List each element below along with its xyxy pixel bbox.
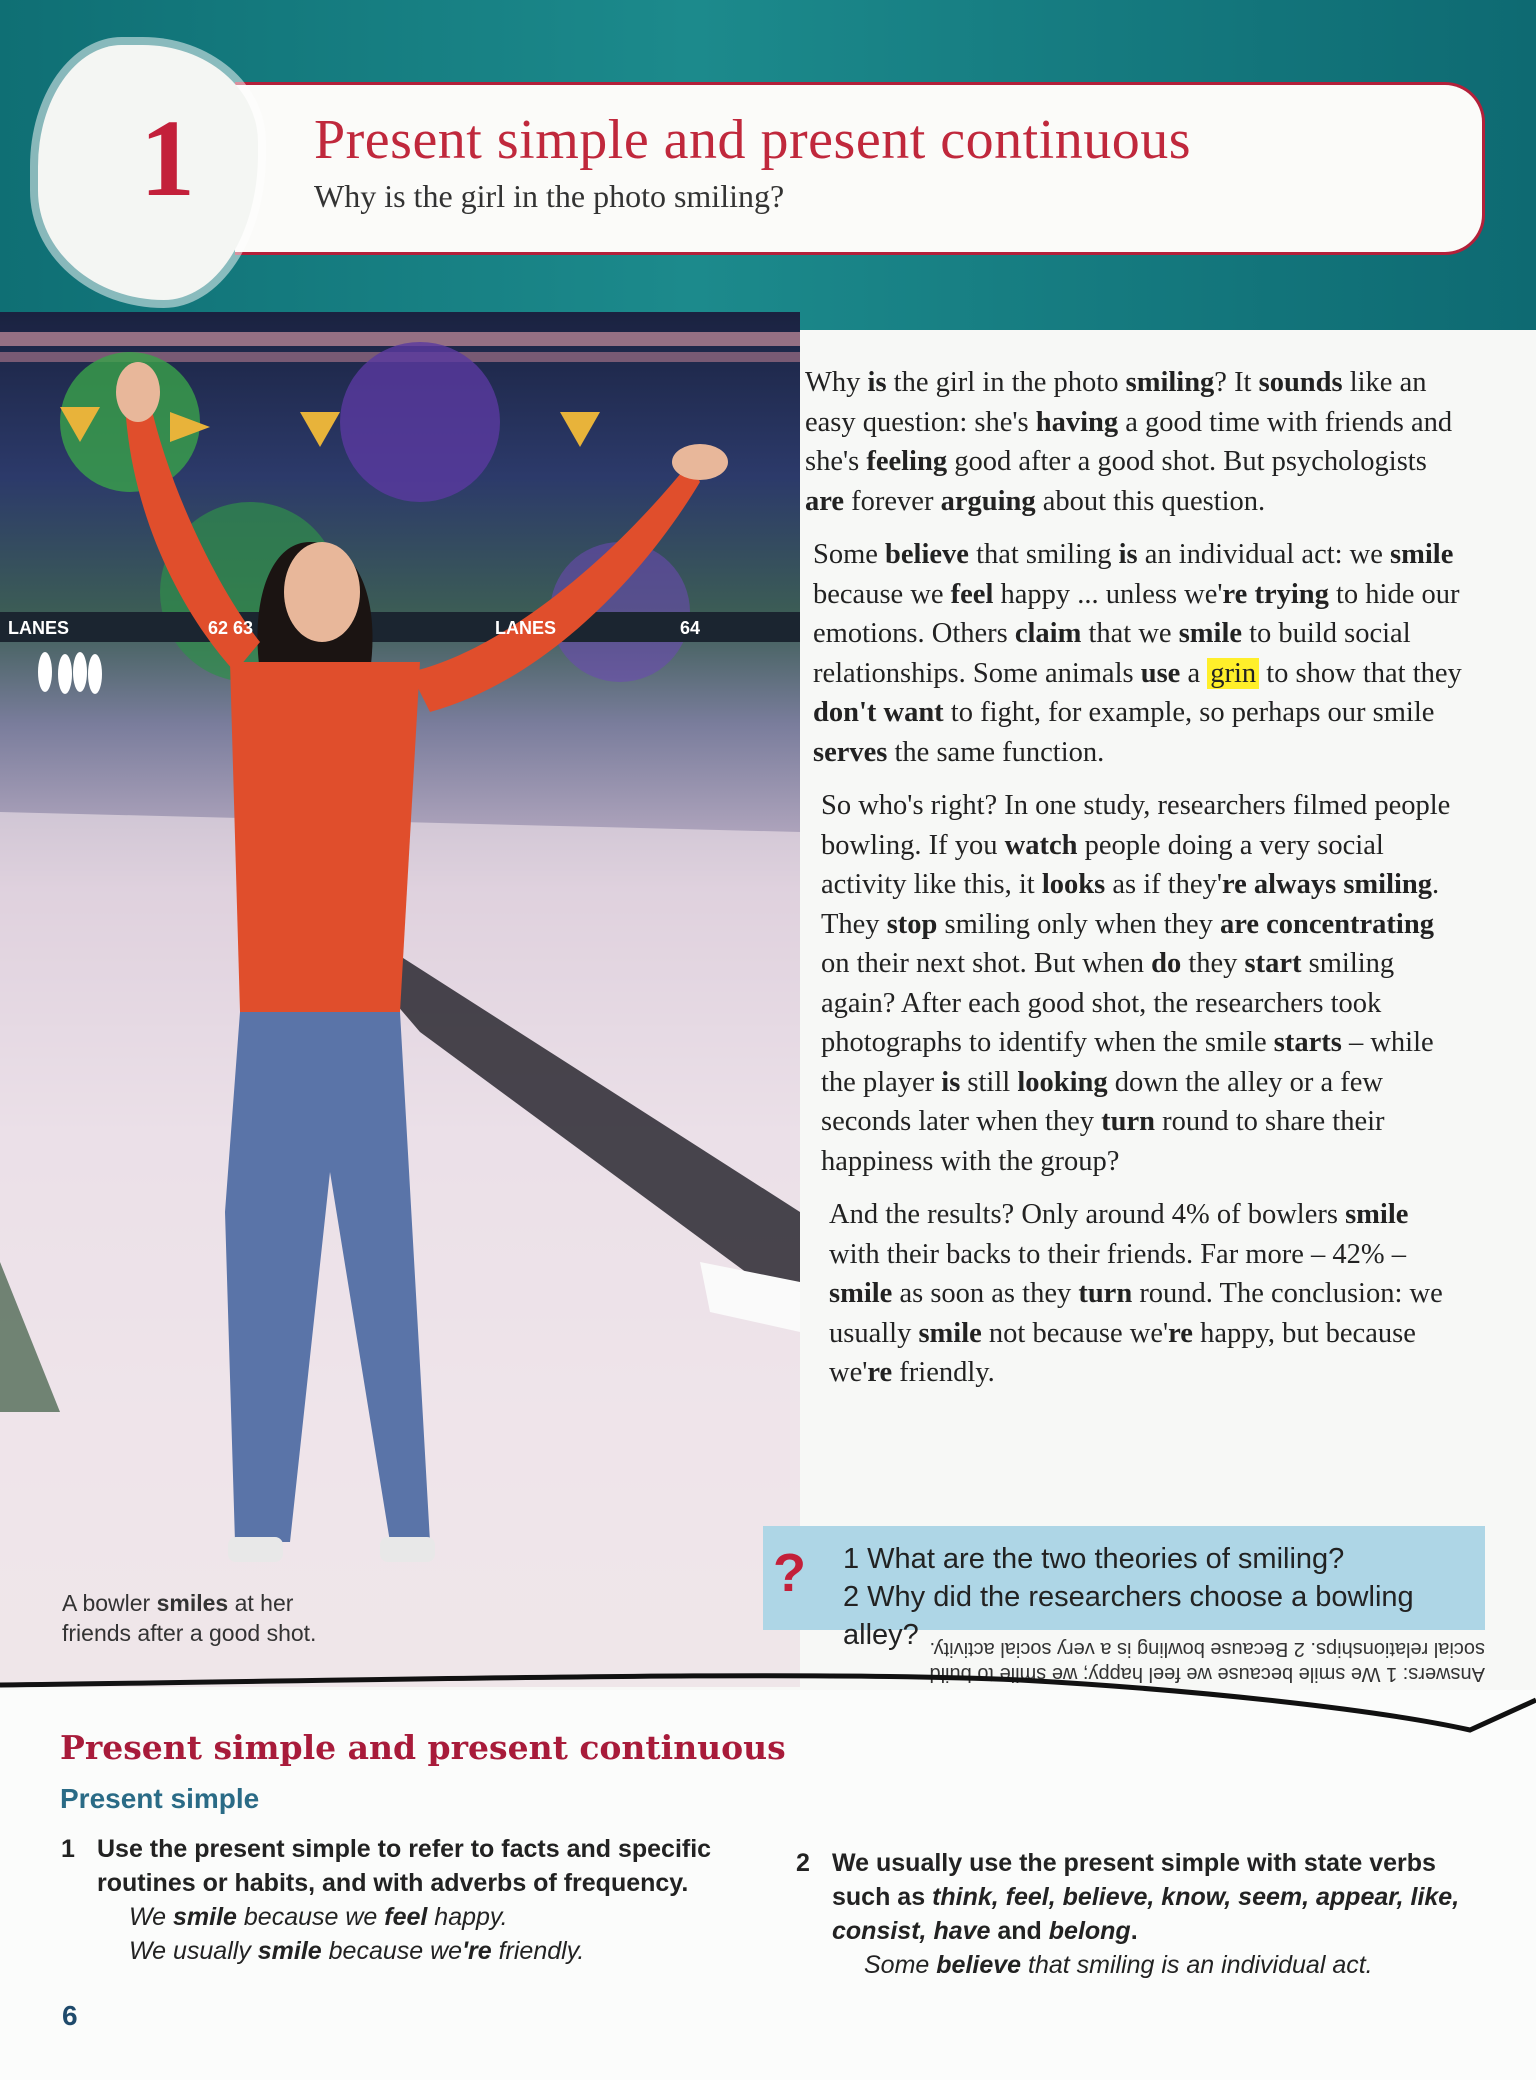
text-segment: smiling only when they xyxy=(937,908,1220,940)
article-paragraph xyxy=(805,363,1465,521)
text-segment: – while the player xyxy=(821,1027,1434,1098)
bowling-pins xyxy=(38,652,102,694)
text-segment: friendly. xyxy=(892,1357,995,1388)
text-segment: forever xyxy=(844,485,941,517)
bold-word: is xyxy=(941,1066,961,1098)
text-segment: Some xyxy=(864,1951,937,1979)
text-segment: an individual act: we xyxy=(1137,539,1391,570)
text-segment: the same function. xyxy=(887,736,1105,768)
bold-word: use xyxy=(1140,657,1181,689)
text-segment: happy, but because we' xyxy=(829,1317,1416,1388)
lane-number-sign-2: 64 xyxy=(680,618,701,638)
text-segment: they xyxy=(1181,948,1245,979)
bold-word: smile xyxy=(829,1278,893,1309)
text-segment: happy. xyxy=(427,1903,508,1931)
text-segment: a good time with friends and she's xyxy=(805,406,1453,477)
text-segment: We xyxy=(129,1903,173,1931)
text-segment: We usually xyxy=(129,1937,258,1965)
text-segment: to show that they xyxy=(1259,657,1462,689)
bold-word: start xyxy=(1244,948,1302,979)
bold-word: turn xyxy=(1101,1106,1156,1137)
bold-word: sounds xyxy=(1258,367,1343,398)
bold-word: smile xyxy=(1345,1199,1409,1230)
bowling-photo xyxy=(0,312,800,1687)
text-segment: that smiling xyxy=(968,539,1119,570)
bold-word: 're xyxy=(462,1937,492,1965)
bold-word: smile xyxy=(918,1317,982,1349)
text-segment: have xyxy=(933,1917,991,1945)
text-segment: and xyxy=(990,1917,1049,1945)
article-text xyxy=(805,363,1465,1407)
grammar-subtitle: Present simple xyxy=(60,1783,260,1814)
bold-word: watch xyxy=(1004,829,1078,861)
text-segment: to hide our emotions. Others xyxy=(813,578,1460,649)
text-segment: round. The conclusion: we usually xyxy=(829,1278,1443,1349)
article-paragraph xyxy=(805,535,1465,772)
text-segment: because we xyxy=(236,1903,385,1931)
bold-word: smile xyxy=(173,1903,237,1931)
text-segment: to fight, for example, so perhaps our smile xyxy=(943,697,1435,728)
text-segment: good after a good shot. But psychologists xyxy=(947,446,1427,477)
text-segment: people doing a very social activity like this, it xyxy=(821,829,1384,900)
photo-caption xyxy=(62,1588,362,1648)
text-segment: to build social relationships. Some animals xyxy=(813,618,1411,689)
text-segment: with their backs to their friends. Far more – 42% – xyxy=(829,1238,1406,1270)
text-segment: at her friends after a good shot. xyxy=(62,1590,317,1646)
bold-word: looking xyxy=(1017,1066,1108,1098)
text-segment: Why xyxy=(805,367,868,398)
bold-word: re always smiling xyxy=(1221,869,1433,900)
question-mark-icon: ? xyxy=(773,1543,806,1603)
rule-text: Use the present simple to refer to facts and specific routines or habits, and with adverbs of frequency. xyxy=(97,1835,712,1897)
article-paragraph xyxy=(805,786,1465,1181)
text-segment: down the alley or a few seconds later when they xyxy=(821,1066,1384,1137)
question-1: 1 What are the two theories of smiling? xyxy=(843,1543,1345,1575)
text-segment: as if they' xyxy=(1105,869,1222,900)
text-segment: about this question. xyxy=(1035,485,1266,517)
text-segment: round to share their happiness with the group? xyxy=(821,1106,1385,1177)
example-sentence xyxy=(832,1948,1492,1982)
bold-word: smiling xyxy=(1125,367,1215,398)
bold-word: do xyxy=(1151,948,1182,979)
bold-word: don't want xyxy=(813,697,944,728)
unit-number: 1 xyxy=(140,97,195,219)
example-sentence xyxy=(97,1934,717,1968)
lanes-sign-2: LANES xyxy=(495,618,557,638)
upside-down-answers: Answers: 1 We smile because we feel happy; we smile to build social relationships. 2 Because bowling is a very social activity. xyxy=(929,1638,1485,1685)
text-segment: like an easy question: she's xyxy=(805,367,1427,438)
bold-word: believe xyxy=(885,539,969,570)
text-segment: . They xyxy=(821,869,1440,940)
bold-word: stop xyxy=(886,908,938,940)
unit-title: Present simple and present continuous xyxy=(314,109,1192,171)
bold-word: feel xyxy=(950,578,994,610)
text-segment: belong xyxy=(1048,1917,1131,1945)
text-segment: on their next shot. But when xyxy=(821,948,1152,979)
example-sentence xyxy=(97,1900,717,1934)
text-segment: think, feel, believe, know, seem, appear, like, consist, xyxy=(832,1883,1460,1945)
bold-word: re xyxy=(1168,1317,1193,1349)
bold-word: is xyxy=(867,367,887,398)
bold-word: smiles xyxy=(156,1590,229,1616)
article-paragraph xyxy=(805,1195,1465,1393)
text-segment: the girl in the photo xyxy=(886,367,1126,398)
text-segment: that smiling is an individual act. xyxy=(1021,1951,1373,1979)
bold-word: feeling xyxy=(866,446,948,477)
question-2: 2 Why did the researchers choose a bowling alley? xyxy=(843,1581,1414,1651)
lanes-sign: LANES xyxy=(8,618,70,638)
text-segment: ? It xyxy=(1214,367,1259,398)
text-segment: Some xyxy=(813,539,886,570)
comprehension-questions xyxy=(763,1526,1485,1651)
text-segment: that we xyxy=(1081,618,1179,649)
bold-word: believe xyxy=(936,1951,1022,1979)
bold-word: claim xyxy=(1014,618,1082,649)
text-segment: We usually use the present simple with state verbs such as xyxy=(832,1849,1436,1911)
grammar-rule-2 xyxy=(796,1846,1492,1982)
text-segment: A bowler xyxy=(62,1590,157,1616)
bold-word: smile xyxy=(1390,539,1454,570)
text-segment: . xyxy=(1130,1917,1138,1945)
bold-word: is xyxy=(1118,539,1138,570)
text-segment: friendly. xyxy=(491,1937,585,1965)
bold-word: starts xyxy=(1273,1027,1342,1058)
text-segment: because we xyxy=(321,1937,463,1965)
text-segment: because we xyxy=(813,578,951,610)
text-segment: not because we' xyxy=(981,1317,1169,1349)
bold-word: feel xyxy=(384,1903,428,1931)
text-segment: smiling again? After each good shot, the researchers took photographs to identify when the smile xyxy=(821,948,1395,1058)
rule-number: 2 xyxy=(796,1849,810,1877)
text-segment: So who's right? In one study, researchers filmed people bowling. If you xyxy=(821,790,1451,861)
bold-word: are xyxy=(805,485,845,517)
lane-number-sign: 62 63 xyxy=(208,618,254,638)
photo-illustration xyxy=(0,312,800,1687)
text-segment: as soon as they xyxy=(892,1278,1079,1309)
text-segment: a xyxy=(1180,657,1208,689)
bold-word: re xyxy=(867,1357,893,1388)
text-segment: happy ... unless we' xyxy=(993,578,1223,610)
page-number: 6 xyxy=(62,2000,78,2031)
bold-word: arguing xyxy=(940,485,1036,517)
bold-word: turn xyxy=(1078,1278,1133,1309)
unit-subtitle: Why is the girl in the photo smiling? xyxy=(314,178,785,214)
bold-word: smile xyxy=(257,1937,322,1965)
text-segment: still xyxy=(960,1066,1018,1098)
text-segment: And the results? Only around 4% of bowlers xyxy=(829,1199,1346,1230)
highlighted-word: grin xyxy=(1207,658,1259,689)
bold-word: re trying xyxy=(1222,578,1329,610)
bold-word: are concentrating xyxy=(1219,908,1434,940)
bold-word: smile xyxy=(1178,618,1243,649)
grammar-rule-1 xyxy=(61,1832,717,1968)
grammar-title: Present simple and present continuous xyxy=(60,1728,786,1767)
rule-number: 1 xyxy=(61,1835,75,1863)
bold-word: looks xyxy=(1041,869,1106,900)
bold-word: serves xyxy=(813,736,888,768)
bold-word: having xyxy=(1035,406,1119,438)
